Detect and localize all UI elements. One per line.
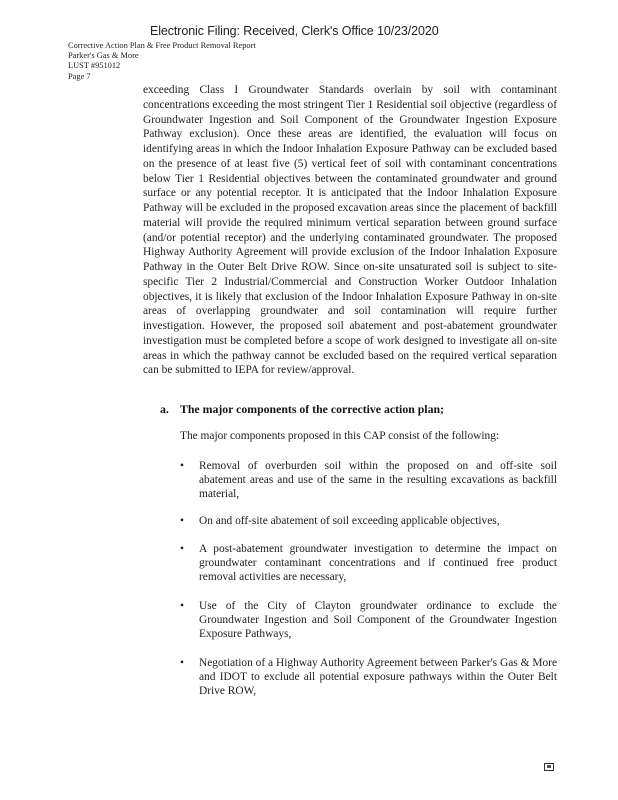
section-intro: The major components proposed in this CAP consist of the following: xyxy=(180,430,500,442)
section-heading xyxy=(160,402,444,417)
document-header xyxy=(68,41,256,82)
header-site-name: Parker's Gas & More xyxy=(68,51,139,61)
list-item-text: Use of the City of Clayton groundwater ordinance to exclude the Groundwater Ingestion and Soil Component of the Groundwater Ingestion Exposure Pathways, xyxy=(199,600,557,640)
body-paragraph: exceeding Class I Groundwater Standards overlain by soil with contaminant concentrations exceeding the most stringent Tier 1 Residential soil objective (regardless of Groundwater Ingestion and Soil Component of the Groundwater Ingestion Exposure Pathway exclusion). Once these areas are identified, the evaluation will focus on identifying areas in which the Indoor Inhalation Exposure Pathway can be excluded based on the presence of at least five (5) vertical feet of soil with contaminant concentrations below Tier 1 Residential objectives between the contaminated groundwater and ground surface or any potential receptor. It is anticipated that the Indoor Inhalation Exposure Pathway will be excluded in the proposed excavation areas since the placement of backfill material will provide the required minimum vertical separation between ground surface (and/or potential receptor) and the underlying contaminated groundwater. The proposed Highway Authority Agreement will provide exclusion of the Indoor Inhalation Exposure Pathway in the Outer Belt Drive ROW. Since on-site unsaturated soil is subject to site-specific Tier 2 Industrial/Commercial and Construction Worker Outdoor Inhalation objectives, it is likely that exclusion of the Indoor Inhalation Exposure Pathway in on-site areas of overlapping groundwater and soil contamination will require further investigation. However, the proposed soil abatement and post-abatement groundwater investigation must be completed before a scope of work designed to investigate all on-site areas in which the pathway cannot be excluded based on the required vertical separation can be submitted to IEPA for review/approval. xyxy=(143,84,557,377)
list-item-text: Removal of overburden soil within the proposed on and off-site soil abatement areas and use of the same in the resulting excavations as backfill material, xyxy=(199,460,557,500)
bullet-icon: • xyxy=(180,657,184,669)
page-marker-icon xyxy=(544,763,554,771)
bullet-icon: • xyxy=(180,515,184,527)
bullet-icon: • xyxy=(180,600,184,612)
list-item-text: A post-abatement groundwater investigation to determine the impact on groundwater contaminant concentrations and if continued free product removal activities are necessary, xyxy=(199,543,557,583)
header-lust-number: LUST #951012 xyxy=(68,61,121,71)
section-heading-text: The major components of the corrective action plan; xyxy=(180,402,444,416)
section-marker: a. xyxy=(160,402,169,416)
list-item-text: Negotiation of a Highway Authority Agreement between Parker's Gas & More and IDOT to exclude all potential exposure pathways within the Outer Belt Drive ROW, xyxy=(199,657,557,697)
filing-stamp: Electronic Filing: Received, Clerk's Office 10/23/2020 xyxy=(150,24,439,38)
header-report-title: Corrective Action Plan & Free Product Removal Report xyxy=(68,41,256,50)
bullet-icon: • xyxy=(180,543,184,555)
bullet-icon: • xyxy=(180,460,184,472)
header-page-number: Page 7 xyxy=(68,71,91,81)
list-item-text: On and off-site abatement of soil exceeding applicable objectives, xyxy=(199,515,500,527)
